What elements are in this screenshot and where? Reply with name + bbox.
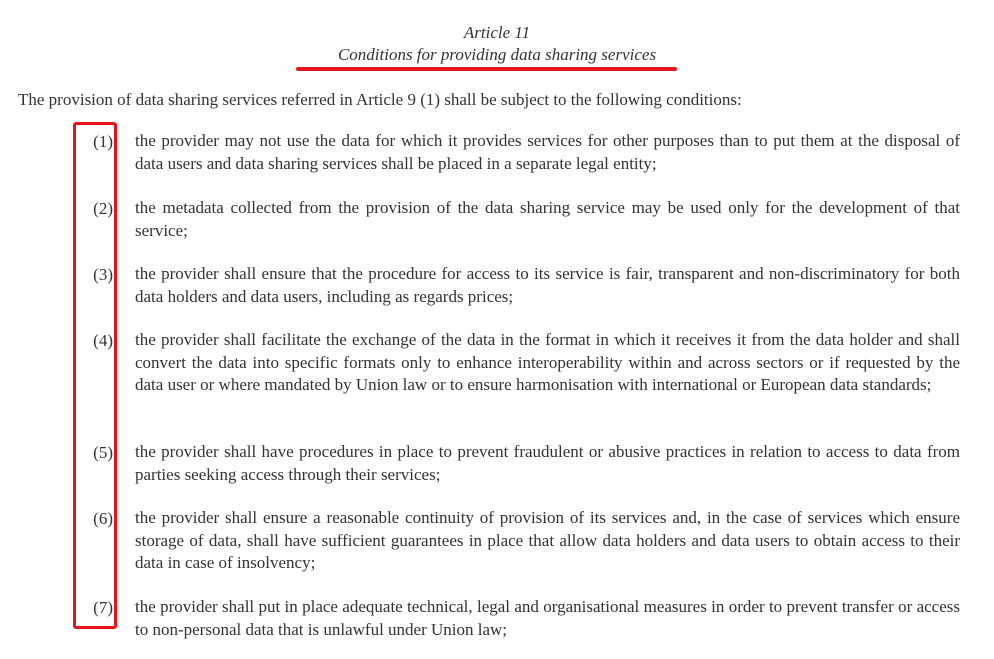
intro-paragraph: The provision of data sharing services referred in Article 9 (1) shall be subject to the following conditions:	[18, 90, 742, 109]
item-text: the provider shall have procedures in place to prevent fraudulent or abusive practices in relation to access to data from parties seeking access through their services;	[135, 442, 960, 484]
item-number: (3)	[93, 265, 113, 284]
item-number: (5)	[93, 443, 113, 462]
title-highlight-underline	[296, 67, 677, 71]
item-text: the metadata collected from the provision of the data sharing service may be used only for the development of that service;	[135, 198, 960, 240]
item-number: (6)	[93, 509, 113, 528]
item-numbers-highlight-box	[73, 122, 117, 629]
item-text: the provider shall ensure a reasonable continuity of provision of its services and, in the case of services which ensure storage of data, shall have sufficient guarantees in place that allow data holders and data users to obtain access to their data in case of insolvency;	[135, 508, 960, 572]
item-text: the provider shall put in place adequate technical, legal and organisational measures in order to prevent transfer or access to non-personal data that is unlawful under Union law;	[135, 597, 960, 639]
item-number: (2)	[93, 199, 113, 218]
item-number: (1)	[93, 132, 113, 151]
article-number: Article 11	[463, 23, 531, 42]
item-text: the provider may not use the data for which it provides services for other purposes than to put them at the disposal of data users and data sharing services shall be placed in a separate legal entity;	[135, 131, 960, 173]
item-number: (4)	[93, 331, 113, 350]
article-title: Conditions for providing data sharing services	[337, 45, 657, 64]
item-text: the provider shall ensure that the procedure for access to its service is fair, transparent and non-discriminatory for both data holders and data users, including as regards prices;	[135, 264, 960, 306]
item-text: the provider shall facilitate the exchange of the data in the format in which it receives it from the data holder and shall convert the data into specific formats only to enhance interoperability within and across sectors or if requested by the data user or where mandated by Union law or to ensure harmonisation with international or European data standards;	[135, 330, 960, 394]
item-number: (7)	[93, 598, 113, 617]
